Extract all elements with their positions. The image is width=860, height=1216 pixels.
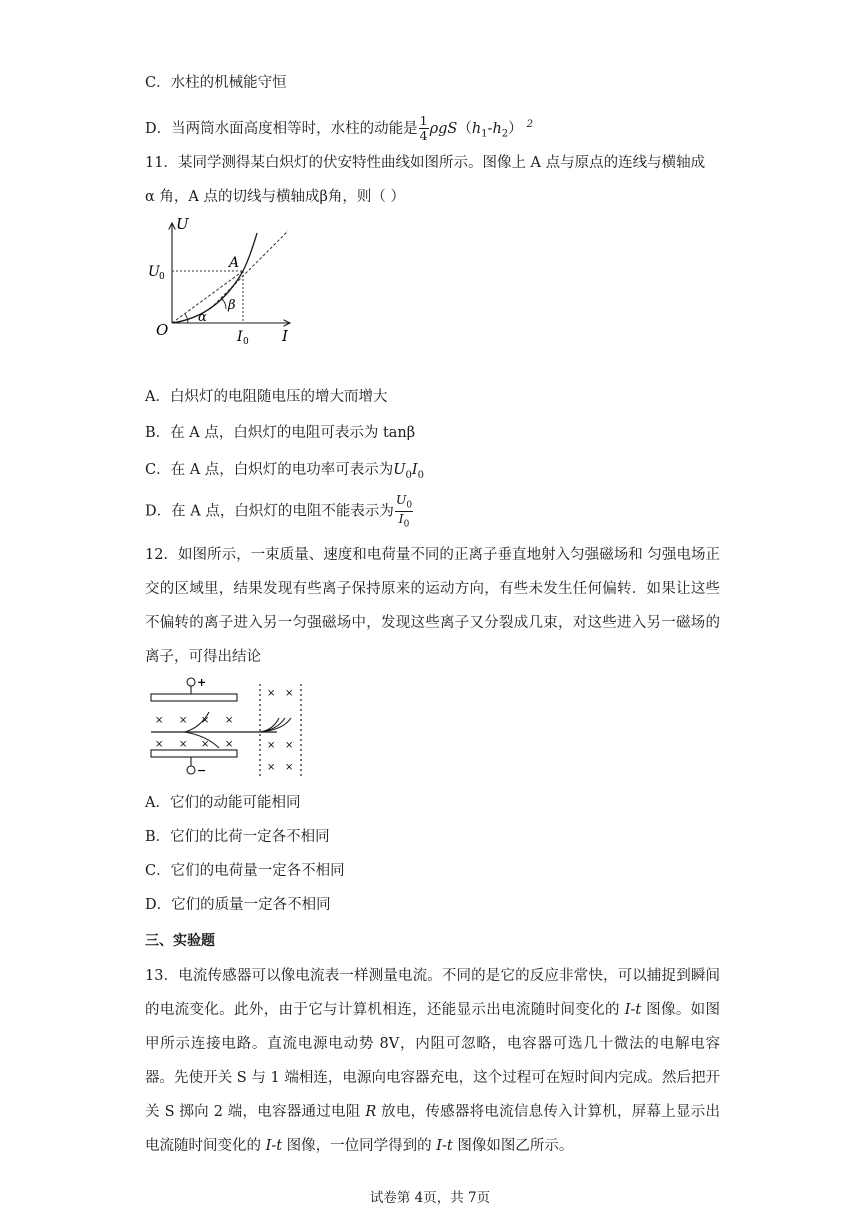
cross: ×: [201, 739, 210, 750]
i0-label: I: [237, 329, 243, 345]
q13-it-2: R: [365, 1104, 377, 1120]
q13-text-2: 图像。如图甲所示连接电路。直流电源电动势 8V，内阻可忽略，电容器可选几十微法的电解电容器。先使开关 S 与 1 端相连，电源向电容器充电，这个过程可在短时间内完成。然后把开关 S 掷向 2 端，电容器通过电阻: [145, 1002, 720, 1120]
cross: ×: [285, 762, 294, 773]
cross: ×: [225, 739, 234, 750]
page-footer: 试卷第 4页，共 7页: [369, 1190, 491, 1206]
q13-it-3: I-t: [265, 1138, 283, 1154]
q11-option-d-fraction: [395, 494, 413, 529]
frac-denominator: [395, 511, 413, 530]
lower-plate: [151, 750, 237, 757]
beta-label: β: [228, 298, 236, 313]
cross: ×: [285, 688, 294, 699]
section-heading: 三、实验题: [145, 933, 215, 949]
origin-label: O: [156, 321, 169, 339]
q10-option-d-fraction: [419, 115, 429, 142]
frac-denominator: 4: [419, 127, 428, 143]
split-beam-3: [260, 718, 291, 732]
q12-velocity-selector-diagram: [145, 672, 310, 787]
frac-num-u: U: [395, 492, 407, 507]
cross: ×: [225, 715, 234, 726]
u0-label-sub: 0: [159, 272, 165, 282]
frac-den-sub: 0: [403, 519, 410, 529]
cross: ×: [155, 739, 164, 750]
u0-label: U: [148, 264, 160, 280]
beta-arc: [222, 299, 226, 309]
q11-option-d: [145, 494, 414, 528]
upper-plate: [151, 694, 237, 701]
q13-text-5: 图像如图乙所示。: [452, 1138, 574, 1154]
minus-sign: −: [197, 764, 207, 777]
negative-terminal: [187, 766, 195, 774]
q11-stem-line2: α 角，A 点的切线与横轴成β角，则（ ）: [145, 189, 405, 205]
q10-option-d-text: D．当两筒水面高度相等时，水柱的动能是: [145, 120, 418, 137]
q10-option-d-formula: ρgS: [429, 120, 458, 137]
alpha-arc: [185, 314, 188, 323]
frac-numerator: [395, 494, 413, 511]
cross: ×: [267, 740, 276, 751]
iv-curve: [172, 233, 257, 323]
point-a-label: A: [229, 255, 240, 271]
q10-option-d: [145, 110, 534, 143]
q11-option-c: [145, 459, 424, 487]
positive-terminal: [187, 678, 195, 686]
cross: ×: [179, 739, 188, 750]
plus-sign: +: [197, 676, 207, 689]
chord-dashed-line: [172, 271, 243, 323]
q11-u0: U: [393, 462, 406, 478]
q11-option-c-text: C．在 A 点，白炽灯的电功率可表示为: [145, 462, 394, 478]
q10-h1-sub: 1: [481, 128, 488, 140]
q10-h2-sub: 2: [501, 128, 509, 140]
q13-text-4: 图像，一位同学得到的: [282, 1138, 437, 1154]
axis-label-u: U: [176, 215, 189, 233]
q13-text-3: 放电，传感器将电流信息传入计算机，屏幕上显示出电流随时间变化的: [145, 1104, 720, 1154]
q10-dash: -: [487, 120, 493, 137]
q10-paren-close: ）: [508, 120, 523, 137]
frac-den-i: I: [398, 510, 404, 526]
q13-stem: [145, 959, 720, 1163]
q12-option-a: A．它们的动能可能相同: [145, 795, 301, 811]
q10-option-c: C．水柱的机械能守恒: [145, 75, 287, 91]
alpha-label: α: [198, 310, 207, 325]
q12-option-c: C．它们的电荷量一定各不相同: [145, 863, 345, 879]
q12-option-b: B．它们的比荷一定各不相同: [145, 829, 330, 845]
q11-u0-sub: 0: [405, 469, 412, 481]
q13-text-1: 13．电流传感器可以像电流表一样测量电流。不同的是它的反应非常快，可以捕捉到瞬间的电流变化。此外，由于它与计算机相连，还能显示出电流随时间变化的: [145, 968, 720, 1018]
cross: ×: [155, 715, 164, 726]
tangent-dashed-line: [210, 231, 288, 309]
q11-option-a: A．白炽灯的电阻随电压的增大而增大: [145, 389, 388, 405]
q11-option-b: B．在 A 点，白炽灯的电阻可表示为 tanβ: [145, 425, 416, 441]
q11-option-d-text: D．在 A 点，白炽灯的电阻不能表示为: [145, 503, 394, 520]
q10-h2: h: [492, 120, 502, 137]
q11-iv-graph: [140, 215, 300, 345]
cross: ×: [285, 740, 294, 751]
frac-numerator: 1: [419, 113, 428, 129]
q10-h1: h: [471, 120, 482, 137]
q12-option-d: D．它们的质量一定各不相同: [145, 897, 331, 913]
q10-sup: 2: [526, 119, 534, 130]
q10-paren-open: （: [457, 120, 472, 137]
cross: ×: [201, 715, 210, 726]
q12-stem: 12．如图所示，一束质量、速度和电荷量不同的正离子垂直地射入匀强磁场和 匀强电场正交的区域里，结果发现有些离子保持原来的运动方向，有些未发生任何偏转．如果让这些不偏转的离子进入另一匀强磁场中，发现这些离子又分裂成几束，对这些进入另一磁场的离子，可得出结论: [145, 547, 720, 665]
q11-i0-sub: 0: [417, 469, 425, 481]
q11-stem-line1: 11．某同学测得某白炽灯的伏安特性曲线如图所示。图像上 A 点与原点的连线与横轴成: [145, 155, 706, 171]
cross: ×: [267, 762, 276, 773]
frac-num-sub: 0: [406, 500, 413, 511]
q13-it-1: I-t: [624, 1002, 642, 1018]
i0-label-sub: 0: [243, 337, 249, 345]
q13-it-4: I-t: [436, 1138, 453, 1154]
axis-label-i: I: [282, 327, 288, 345]
cross: ×: [179, 715, 188, 726]
cross: ×: [267, 688, 276, 699]
q11-i0: I: [411, 462, 418, 478]
